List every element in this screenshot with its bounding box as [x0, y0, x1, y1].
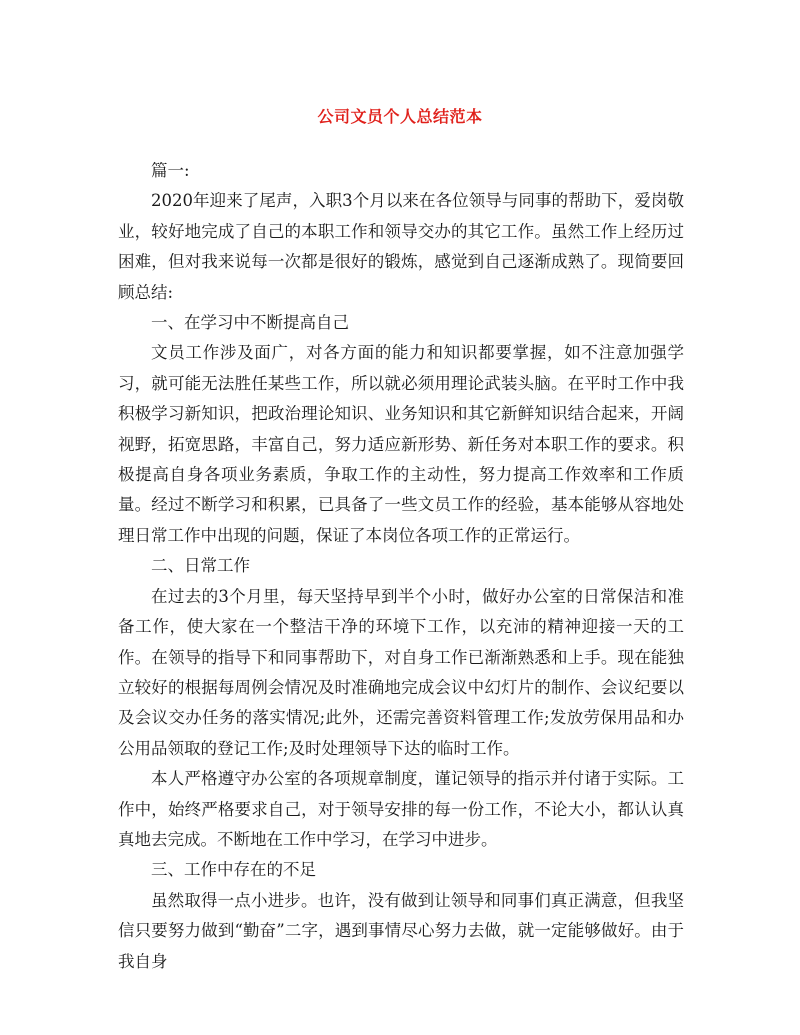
- paragraph-daily-work: 在过去的3个月里，每天坚持早到半个小时，做好办公室的日常保洁和准备工作，使大家在一个整洁干净的环境下工作，以充沛的精神迎接一天的工作。在领导的指导下和同事帮助下，对自身工作已渐渐熟悉和上手。现在能独立较好的根据每周例会情况及时准确地完成会议中幻灯片的制作、会议纪要以及会议交办任务的落实情况;此外，还需完善资料管理工作;发放劳保用品和办公用品领取的登记工作;及时处理领导下达的临时工作。: [118, 586, 684, 758]
- paragraph-learning: 文员工作涉及面广，对各方面的能力和知识都要掌握，如不注意加强学习，就可能无法胜任某些工作，所以就必须用理论武装头脑。在平时工作中我积极学习新知识，把政治理论知识、业务知识和其它新鲜知识结合起来，开阔视野，拓宽思路，丰富自己，努力适应新形势、新任务对本职工作的要求。积极提高自身各项业务素质，争取工作的主动性，努力提高工作效率和工作质量。经过不断学习和积累，已具备了一些文员工作的经验，基本能够从容地处理日常工作中出现的问题，保证了本岗位各项工作的正常运行。: [118, 343, 684, 545]
- paragraph-rules: 本人严格遵守办公室的各项规章制度，谨记领导的指示并付诸于实际。工作中，始终严格要求自己，对于领导安排的每一份工作，不论大小，都认认真真地去完成。不断地在工作中学习，在学习中进步。: [118, 769, 684, 849]
- document-title: 公司文员个人总结范本: [317, 107, 483, 126]
- heading-shortcomings: 三、工作中存在的不足: [151, 860, 316, 880]
- paragraph-section-label: 篇一:: [151, 161, 190, 180]
- paragraph-intro: 2020年迎来了尾声，入职3个月以来在各位领导与同事的帮助下，爱岗敬业，较好地完成了自己的本职工作和领导交办的其它工作。虽然工作上经历过困难，但对我来说每一次都是很好的锻炼，感觉到自己逐渐成熟了。现简要回顾总结:: [118, 191, 684, 302]
- heading-daily-work: 二、日常工作: [151, 556, 250, 576]
- paragraph-shortcomings: 虽然取得一点小进步。也许，没有做到让领导和同事们真正满意，但我坚信只要努力做到“勤奋”二字，遇到事情尽心努力去做，就一定能够做好。由于我自身: [118, 890, 684, 971]
- document-body: [118, 156, 684, 977]
- heading-learning: 一、在学习中不断提高自己: [151, 313, 349, 333]
